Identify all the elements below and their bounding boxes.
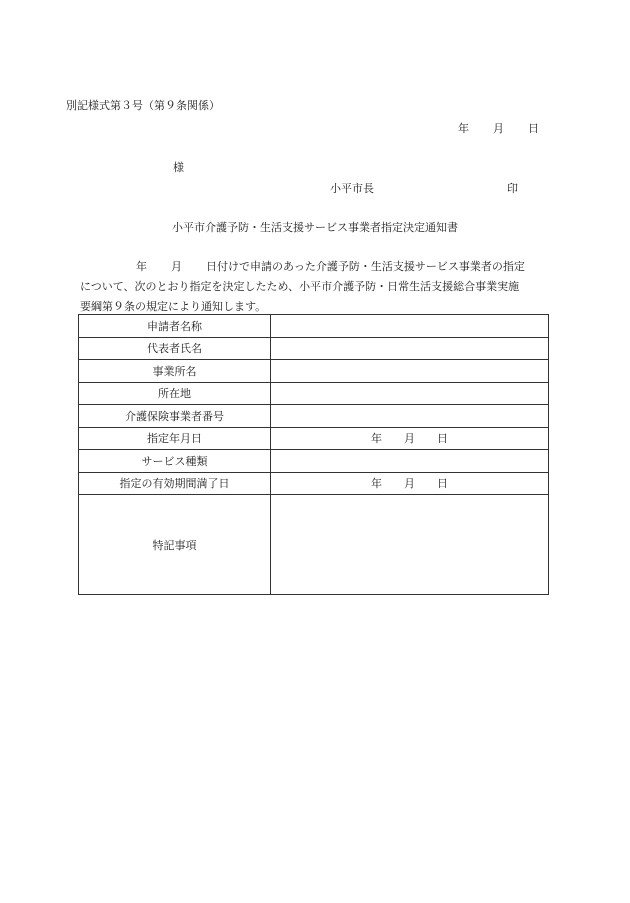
table-row [79,495,549,595]
document-title: 小平市介護予防・生活支援サービス事業者指定決定通知書 [172,221,458,234]
notice-body [80,257,555,317]
table-row [79,337,549,360]
notice-body-line-1 [80,257,555,277]
remarks-value [271,495,549,595]
designation-date-label: 指定年月日 [79,427,271,450]
expiry-date-year: 年 [371,477,382,491]
issuer-name: 小平市長 [330,182,374,195]
notice-year: 年 [136,260,147,273]
notice-line-1-text: 日付けで申請のあった介護予防・生活支援サービス事業者の指定 [206,260,525,273]
representative-name-label: 代表者氏名 [79,337,271,360]
table-row [79,427,549,450]
office-name-label: 事業所名 [79,360,271,383]
form-number: 別記様式第３号（第９条関係） [66,99,220,112]
addressee-honorific: 様 [173,161,184,174]
applicant-name-label: 申請者名称 [79,315,271,338]
applicant-name-value [271,315,549,338]
address-label: 所在地 [79,382,271,405]
designation-date-month: 月 [404,432,415,446]
address-value [271,382,549,405]
remarks-label: 特記事項 [79,495,271,595]
designation-date-year: 年 [371,432,382,446]
table-row [79,315,549,338]
seal-mark: 印 [507,182,518,195]
table-row [79,472,549,495]
expiry-date-month: 月 [404,477,415,491]
expiry-date-value [271,472,549,495]
notice-month: 月 [171,260,182,273]
table-row [79,405,549,428]
service-type-value [271,450,549,473]
table-row [79,360,549,383]
notice-body-line-3: 要綱第９条の規定により通知します。 [80,300,267,313]
office-name-value [271,360,549,383]
issue-date-month: 月 [493,122,504,135]
issue-date-year: 年 [458,122,469,135]
table-row [79,450,549,473]
issue-date-day: 日 [528,122,539,135]
designation-date-day: 日 [437,432,448,446]
notice-body-line-2: について、次のとおり指定を決定したため、小平市介護予防・日常生活支援総合事業実施 [80,280,520,293]
representative-name-value [271,337,549,360]
provider-number-value [271,405,549,428]
provider-number-label: 介護保険事業者番号 [79,405,271,428]
designation-info-table [78,314,549,595]
issue-date [458,120,539,136]
table-row [79,382,549,405]
expiry-date-day: 日 [437,477,448,491]
designation-date-value [271,427,549,450]
expiry-date-label: 指定の有効期間満了日 [79,472,271,495]
service-type-label: サービス種類 [79,450,271,473]
